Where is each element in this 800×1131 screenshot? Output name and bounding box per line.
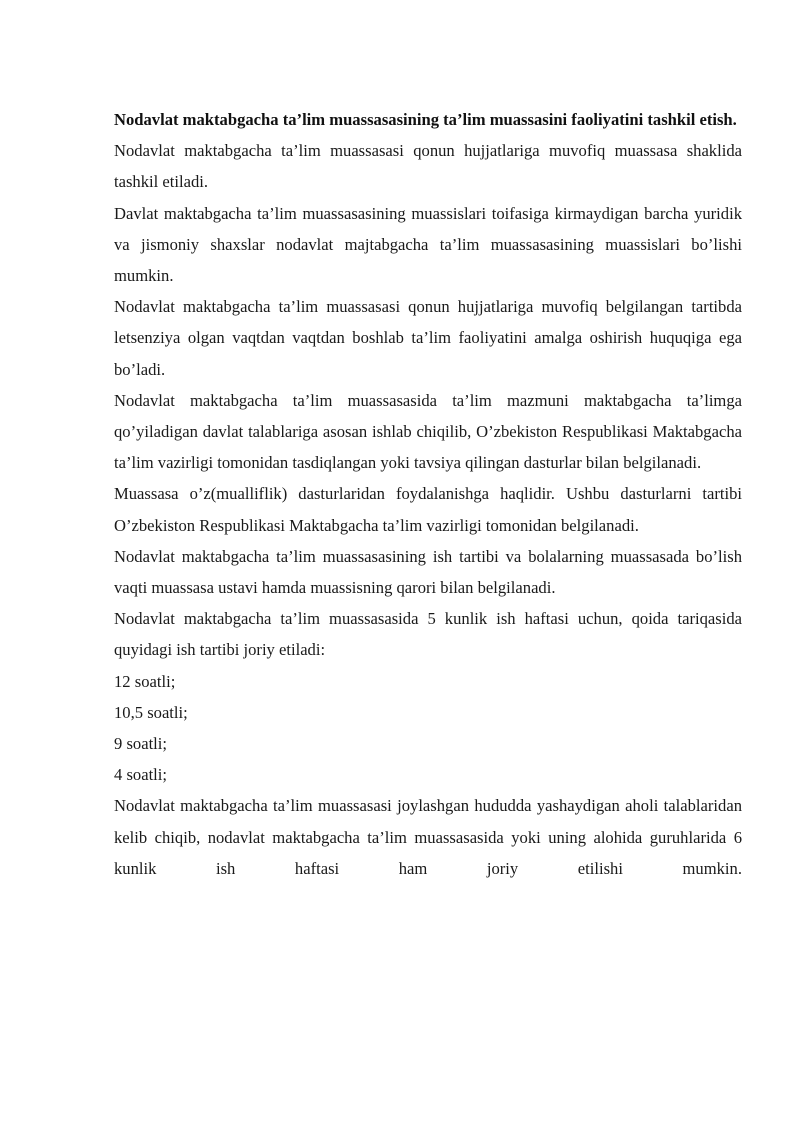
document-body bbox=[114, 104, 742, 884]
paragraph-six-day-week: Nodavlat maktabgacha ta’lim muassasasi joylashgan hududda yashaydigan aholi talablaridan kelib chiqib, nodavlat maktabgacha ta’lim muassasasida yoki uning alohida guruhlarida 6 kunlik ish haftasi ham joriy etilishi mumkin. bbox=[114, 796, 742, 878]
list-item: 12 soatli; bbox=[114, 671, 176, 691]
list-item: 10,5 soatli; bbox=[114, 702, 188, 722]
section-heading: Nodavlat maktabgacha ta’lim muassasasining ta’lim muassasini faoliyatini tashkil etish. bbox=[114, 110, 737, 129]
paragraph-license: Nodavlat maktabgacha ta’lim muassasasi qonun hujjatlariga muvofiq belgilangan tartibda letsenziya olgan vaqtdan vaqtdan boshlab ta’lim faoliyatini amalga oshirish huquqiga ega bo’ladi. bbox=[114, 297, 742, 379]
paragraph-content: Nodavlat maktabgacha ta’lim muassasasida ta’lim mazmuni maktabgacha ta’limga qo’yiladigan davlat talablariga asosan ishlab chiqilib, O’zbekiston Respublikasi Maktabgacha ta’lim vazirligi tomonidan tasdiqlangan yoki tavsiya qilingan dasturlar bilan belgilanadi. bbox=[114, 390, 742, 473]
paragraph-establishment: Nodavlat maktabgacha ta’lim muassasasi qonun hujjatlariga muvofiq muassasa shaklida tashkil etiladi. bbox=[114, 141, 742, 192]
paragraph-five-day-week: Nodavlat maktabgacha ta’lim muassasasida 5 kunlik ish haftasi uchun, qoida tariqasida quyidagi ish tartibi joriy etiladi: bbox=[114, 609, 742, 660]
paragraph-work-schedule: Nodavlat maktabgacha ta’lim muassasasining ish tartibi va bolalarning muassasada bo’lish vaqti muassasa ustavi hamda muassisning qarori bilan belgilanadi. bbox=[114, 546, 742, 598]
paragraph-author-programs: Muassasa o’z(mualliflik) dasturlaridan foydalanishga haqlidir. Ushbu dasturlarni tartibi O’zbekiston Respublikasi Maktabgacha ta’lim vazirligi tomonidan belgilanadi. bbox=[114, 484, 742, 535]
paragraph-founders: Davlat maktabgacha ta’lim muassasasining muassislari toifasiga kirmaydigan barcha yuridik va jismoniy shaxslar nodavlat majtabgacha ta’lim muassasasining muassislari bo’lishi mumkin. bbox=[114, 203, 742, 286]
list-item: 4 soatli; bbox=[114, 765, 168, 785]
list-item: 9 soatli; bbox=[114, 734, 168, 754]
